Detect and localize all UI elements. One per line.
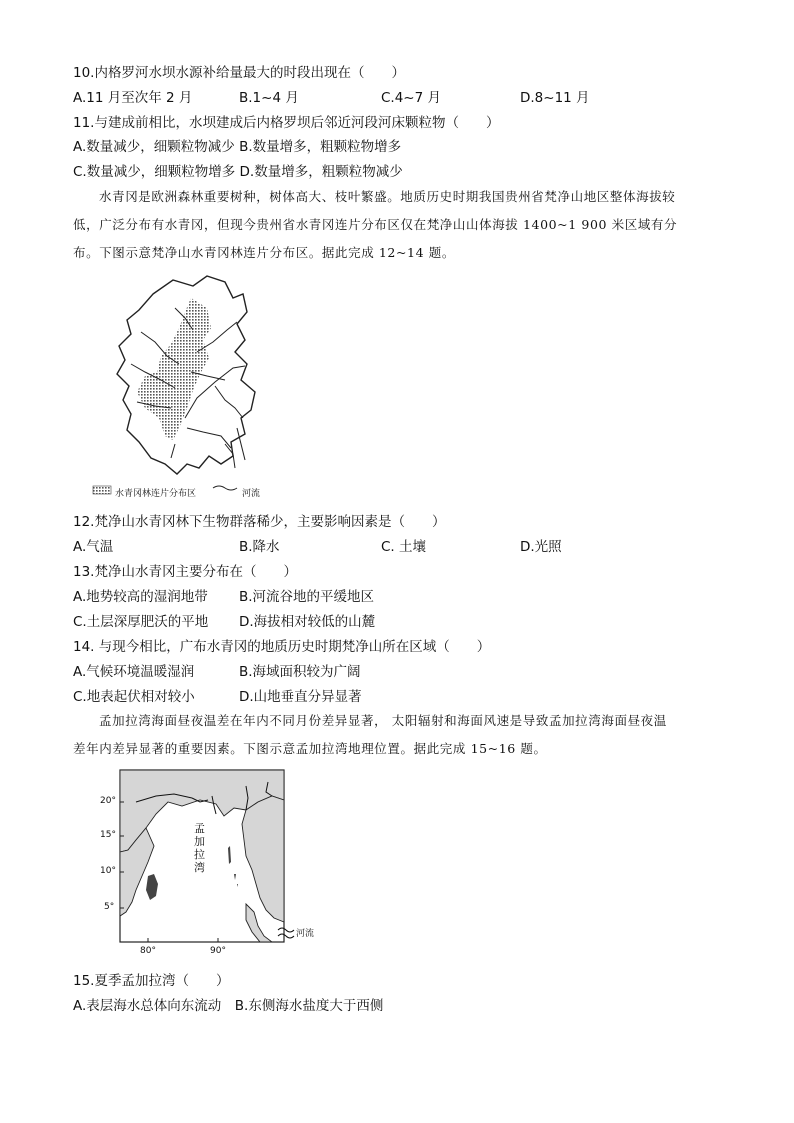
legend-river-swatch	[213, 486, 237, 490]
passage-beech-line3: 布。下图示意梵净山水青冈林连片分布区。据此完成 12~14 题。	[73, 245, 455, 260]
passage-bengal	[73, 707, 723, 763]
fanjingshan-map	[75, 268, 285, 504]
bay-label	[194, 822, 206, 874]
q11-stem: 11.与建成前相比，水坝建成后内格罗坝后邻近河段河床颗粒物（ ）	[73, 115, 500, 131]
q13-stem: 13.梵净山水青冈主要分布在（ ）	[73, 564, 297, 580]
q12-option-a: A.气温	[73, 539, 114, 555]
bay-of-bengal-map	[96, 766, 326, 962]
q10-option-b: B.1~4 月	[239, 90, 299, 106]
q13-option-c: C.土层深厚肥沃的平地	[73, 614, 209, 630]
bay-label-char2: 加	[194, 835, 205, 848]
q10-option-c: C.4~7 月	[381, 90, 441, 106]
legend-area-label: 水青冈林连片分布区	[115, 489, 197, 499]
q10-stem: 10.内格罗河水坝水源补给量最大的时段出现在（ ）	[73, 65, 405, 81]
q11-options-line1: A.数量减少，细颗粒物减少 B.数量增多，粗颗粒物增多	[73, 139, 402, 155]
lat-label-15: 15°	[100, 830, 116, 840]
q14-option-b: B.海域面积较为广阔	[239, 664, 361, 680]
lon-label-80: 80°	[140, 946, 156, 956]
q14-option-a: A.气候环境温暖湿润	[73, 664, 195, 680]
q13-option-d: D.海拔相对较低的山麓	[239, 614, 376, 630]
lat-label-10: 10°	[100, 866, 116, 876]
q13-option-b: B.河流谷地的平缓地区	[239, 589, 375, 605]
q15-options-line1: A.表层海水总体向东流动 B.东侧海水盐度大于西侧	[73, 998, 384, 1014]
passage-beech	[73, 183, 723, 267]
q12-option-d: D.光照	[520, 539, 562, 555]
passage-beech-line1: 水青冈是欧洲森林重要树种，树体高大、枝叶繁盛。地质历史时期我国贵州省梵净山地区整体海拔较	[99, 189, 676, 204]
legend-area-swatch	[93, 486, 111, 494]
passage-bengal-line1: 孟加拉湾海面昼夜温差在年内不同月份差异显著， 太阳辐射和海面风速是导致孟加拉湾海面昼夜温	[99, 713, 667, 728]
q10-option-a: A.11 月至次年 2 月	[73, 90, 193, 106]
q12-stem: 12.梵净山水青冈林下生物群落稀少，主要影响因素是（ ）	[73, 514, 446, 530]
legend2-river-label: 河流	[296, 929, 315, 939]
lon-label-90: 90°	[210, 946, 226, 956]
lat-label-5: 5°	[104, 902, 115, 912]
q12-option-c: C. 土壤	[381, 539, 427, 555]
q13-option-a: A.地势较高的湿润地带	[73, 589, 208, 605]
q15-stem: 15.夏季孟加拉湾（ ）	[73, 973, 230, 989]
q12-option-b: B.降水	[239, 539, 280, 555]
q14-stem: 14. 与现今相比，广布水青冈的地质历史时期梵净山所在区域（ ）	[73, 639, 491, 655]
q14-option-d: D.山地垂直分异显著	[239, 689, 362, 705]
bay-label-char1: 孟	[194, 822, 205, 835]
lat-label-20: 20°	[100, 796, 116, 806]
passage-bengal-line2: 差年内差异显著的重要因素。下图示意孟加拉湾地理位置。据此完成 15~16 题。	[73, 741, 547, 756]
bay-label-char3: 拉	[194, 848, 205, 861]
q11-options-line2: C.数量减少，细颗粒物增多 D.数量增多，粗颗粒物减少	[73, 164, 403, 180]
bay-of-bengal-map-svg	[96, 766, 326, 962]
fanjingshan-map-svg	[75, 268, 285, 504]
q14-option-c: C.地表起伏相对较小	[73, 689, 195, 705]
bay-label-char4: 湾	[194, 861, 205, 874]
q10-option-d: D.8~11 月	[520, 90, 590, 106]
legend-river-label: 河流	[242, 489, 261, 499]
passage-beech-line2: 低，广泛分布有水青冈，但现今贵州省水青冈连片分布区仅在梵净山山体海拔 1400~1 900 米区域有分	[73, 217, 678, 232]
